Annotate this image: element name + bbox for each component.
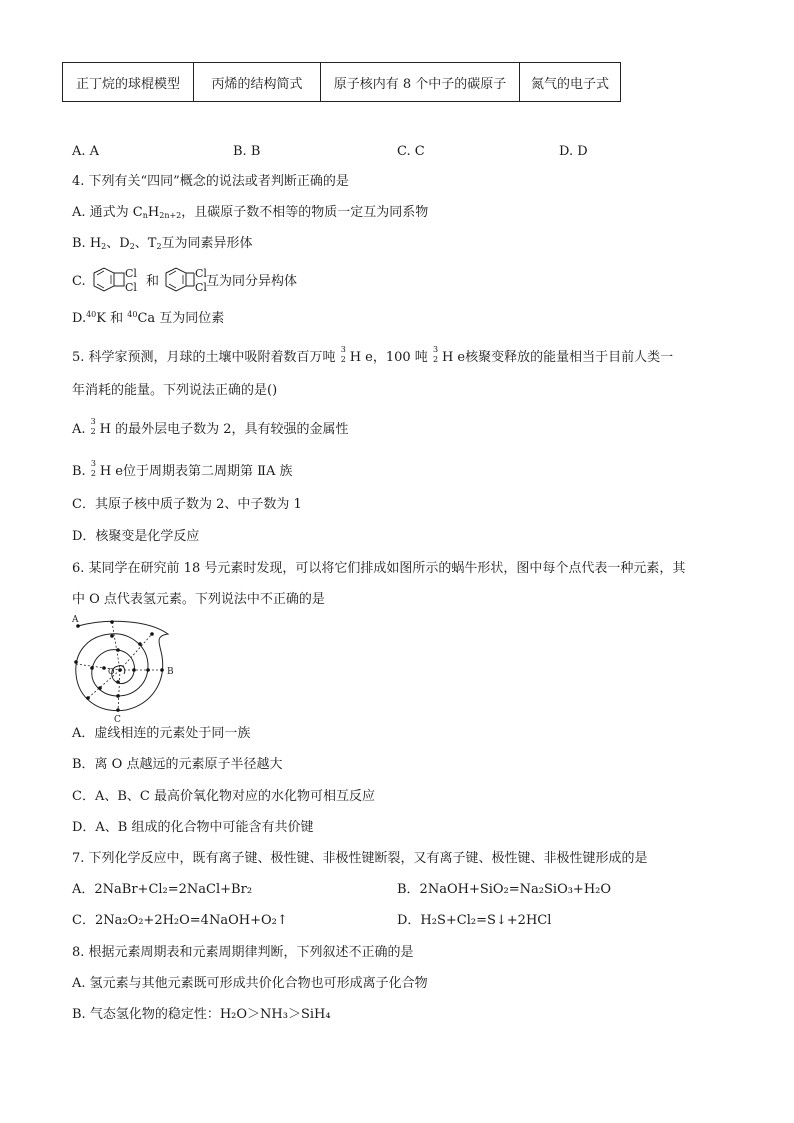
question-4-option-c-text: 互为同分异构体 — [206, 274, 298, 289]
dichlorobenzocyclobutene-structure-2 — [162, 267, 212, 295]
dashed-line — [118, 670, 120, 712]
subscript: 2 — [156, 242, 162, 251]
structure-label: Cl — [195, 267, 207, 280]
isotope-notation — [90, 459, 100, 478]
dashed-line — [112, 622, 120, 670]
option-a-text: H — [147, 205, 160, 220]
option-a-text: A. 通式为 C — [72, 205, 143, 220]
superscript: 40 — [127, 310, 138, 319]
label-c: C — [114, 715, 121, 725]
option-b-text: 位于周期表第二周期第 ⅡA 族 — [123, 464, 293, 479]
question-4-option-c-label: C. — [72, 274, 86, 289]
table-cell: 正丁烷的球棍模型 — [63, 63, 194, 102]
question-6-option-c: C．A、B、C 最高价氧化物对应的水化物可相互反应 — [72, 789, 375, 804]
option-a: A. A — [72, 144, 100, 159]
option-b-text: B. — [72, 464, 86, 479]
mass-number: 3 — [90, 417, 96, 426]
snail-spiral-diagram — [68, 612, 178, 724]
label-b: B — [167, 667, 174, 677]
question-4-option-b — [72, 237, 253, 251]
table-cell: 氮气的电子式 — [520, 63, 621, 102]
label-o: O — [108, 667, 115, 676]
subscript: 2 — [101, 242, 107, 251]
option-d-text: D. — [72, 311, 87, 326]
question-5-option-a — [72, 417, 349, 437]
question-4-stem: 4. 下列有关“四同”概念的说法或者判断正确的是 — [72, 174, 349, 189]
subscript: n — [142, 211, 148, 220]
option-b-text: 互为同素异形体 — [161, 236, 253, 251]
mass-number: 3 — [432, 345, 439, 354]
table-cell: 丙烯的结构简式 — [194, 63, 321, 102]
question-5-option-c: C．其原子核中质子数为 2、中子数为 1 — [72, 497, 302, 512]
question-7-option-a: A．2NaBr+Cl₂=2NaCl+Br₂ — [72, 882, 253, 897]
question-4-option-a — [72, 206, 428, 220]
subscript: 2n+2 — [159, 211, 182, 220]
option-b: B. B — [233, 144, 261, 159]
option-b-text: 、T — [134, 236, 157, 251]
subscript: 2 — [129, 242, 135, 251]
structure-label: Cl — [125, 267, 137, 280]
element-symbol: H e — [99, 464, 123, 479]
option-c: C. C — [397, 144, 425, 159]
question-6-option-a: A．虚线相连的元素处于同一族 — [72, 726, 251, 741]
question-5-stem-line1 — [72, 345, 674, 365]
question-7-option-b: B．2NaOH+SiO₂=Na₂SiO₃+H₂O — [397, 882, 612, 897]
question-4-option-c-and: 和 — [146, 274, 160, 289]
mass-number: 3 — [90, 459, 96, 468]
question-5-option-b — [72, 459, 293, 479]
element-symbol: H e — [349, 350, 373, 365]
label-a: A — [72, 615, 79, 625]
question-8-stem: 8. 根据元素周期表和元素周期律判断，下列叙述不正确的是 — [72, 945, 414, 960]
stem-text: 核聚变释放的能量相当于目前人类一 — [465, 350, 674, 365]
question-5-option-d: D．核聚变是化学反应 — [72, 529, 200, 544]
structure-label: Cl — [195, 281, 207, 294]
question-7-option-d: D．H₂S+Cl₂=S↓+2HCl — [397, 913, 552, 928]
answer-options-table — [62, 62, 621, 102]
isotope-notation — [90, 417, 100, 436]
question-7-option-c: C．2Na₂O₂+2H₂O=4NaOH+O₂↑ — [72, 913, 288, 928]
question-8-option-a: A. 氢元素与其他元素既可形成共价化合物也可形成离子化合物 — [72, 976, 428, 991]
question-8-option-b: B. 气态氢化物的稳定性：H₂O＞NH₃＞SiH₄ — [72, 1007, 331, 1022]
element-symbol: H — [99, 422, 112, 437]
atomic-number: 2 — [90, 469, 96, 478]
option-a-text: ，且碳原子数不相等的物质一定互为同系物 — [181, 205, 429, 220]
option-a-text: 的最外层电子数为 2，具有较强的金属性 — [115, 422, 349, 437]
option-b-text: B. H — [72, 236, 102, 251]
question-6-stem-line2: 中 O 点代表氢元素。下列说法中不正确的是 — [72, 592, 325, 607]
option-d: D. D — [559, 144, 588, 159]
question-6-option-d: D．A、B 组成的化合物中可能含有共价键 — [72, 820, 314, 835]
structure-label: Cl — [125, 281, 137, 294]
q3-options — [72, 145, 772, 161]
dashed-line — [88, 670, 120, 698]
question-5-stem-line2: 年消耗的能量。下列说法正确的是() — [72, 383, 278, 398]
question-7-stem: 7. 下列化学反应中，既有离子键、极性键、非极性键断裂，又有离子键、极性键、非极性键形成的是 — [72, 851, 648, 866]
option-d-text: K 和 — [96, 311, 124, 326]
question-6-option-b: B．离 O 点越远的元素原子半径越大 — [72, 757, 283, 772]
atomic-number: 2 — [90, 427, 96, 436]
dichlorobenzocyclobutene-structure-1 — [90, 267, 142, 295]
table-cell: 原子核内有 8 个中子的碳原子 — [321, 63, 520, 102]
isotope-notation — [340, 345, 350, 364]
element-symbol: H e — [441, 350, 466, 365]
mass-number: 3 — [340, 345, 346, 354]
atomic-number: 2 — [432, 355, 439, 364]
stem-text: 5. 科学家预测，月球的土壤中吸附着数百万吨 — [72, 350, 336, 365]
superscript: 40 — [86, 310, 97, 319]
question-6-stem-line1: 6. 某同学在研究前 18 号元素时发现，可以将它们排成如图所示的蜗牛形状，图中每个点代表一种元素，其 — [72, 561, 686, 576]
isotope-notation — [432, 345, 442, 364]
option-d-text: Ca 互为同位素 — [137, 311, 225, 326]
atomic-number: 2 — [340, 355, 346, 364]
option-b-text: 、D — [106, 236, 130, 251]
option-a-text: A. — [72, 422, 86, 437]
question-4-option-d — [72, 311, 224, 325]
stem-text: ，100 吨 — [372, 350, 428, 365]
